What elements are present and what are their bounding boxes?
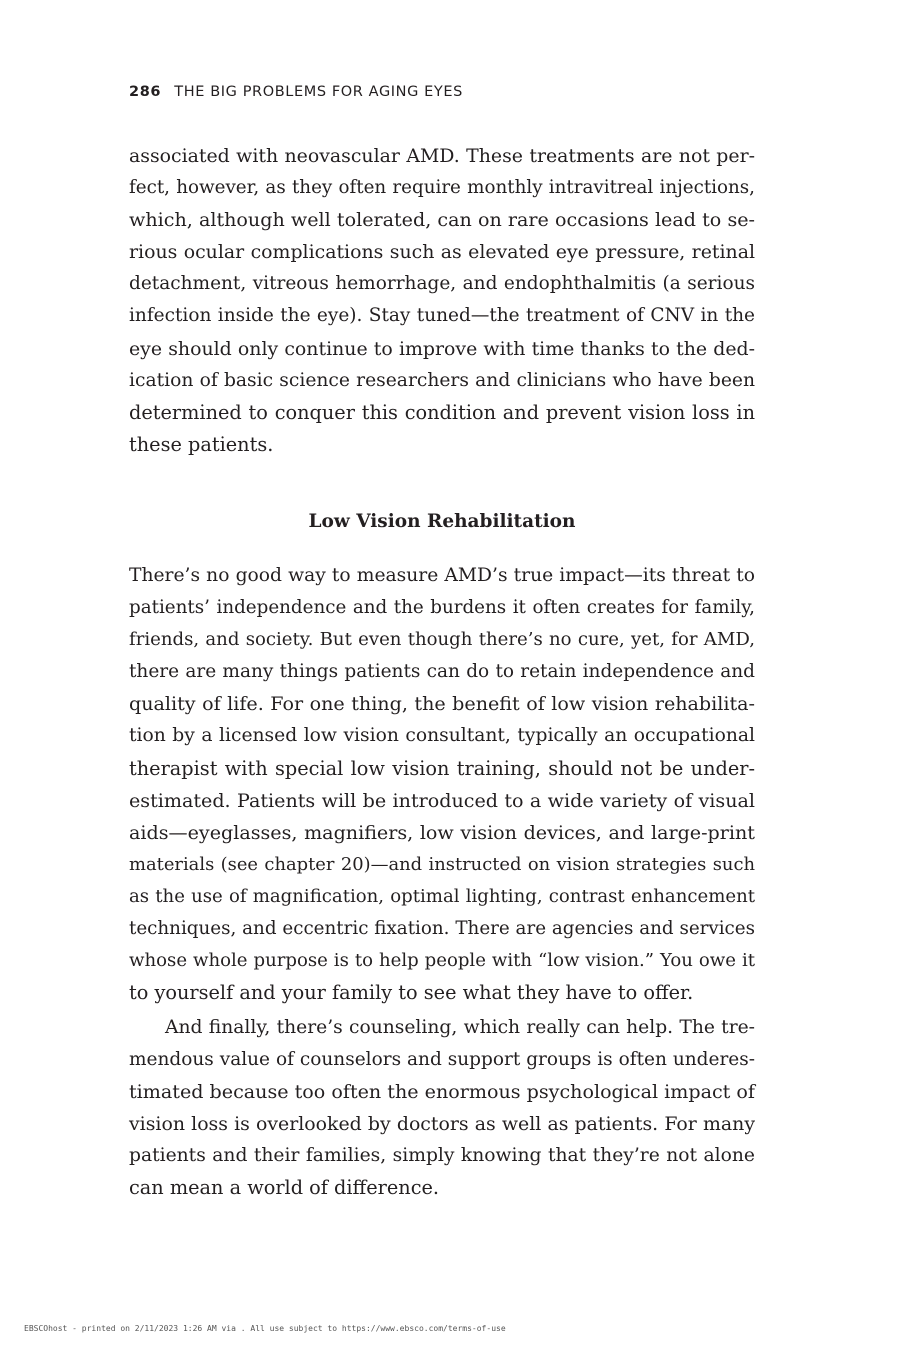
text-line: There’s no good way to measure AMD’s true impact—its threat to [129, 565, 755, 586]
page-number: 286 [129, 84, 162, 100]
running-head [129, 84, 463, 100]
text-line: to yourself and your family to see what they have to offer. [129, 981, 694, 1005]
text-line: eye should only continue to improve with time thanks to the ded- [129, 337, 755, 360]
text-line: associated with neovascular AMD. These treatments are not per- [129, 145, 755, 167]
text-line: these patients. [129, 432, 274, 456]
text-line: friends, and society. But even though there’s no cure, yet, for AMD, [129, 629, 755, 651]
running-title: THE BIG PROBLEMS FOR AGING EYES [174, 84, 463, 100]
text-line: mendous value of counselors and support groups is often underes- [129, 1049, 755, 1071]
text-line: rious ocular complications such as elevated eye pressure, retinal [129, 241, 755, 264]
text-line: patients and their families, simply knowing that they’re not alone [129, 1145, 755, 1167]
text-line: estimated. Patients will be introduced to a wide variety of visual [129, 788, 755, 812]
text-line: there are many things patients can do to retain independence and [129, 661, 755, 683]
text-line: And finally, there’s counseling, which really can help. The tre- [165, 1017, 755, 1038]
section-heading: Low Vision Rehabilitation [308, 511, 576, 532]
text-line: timated because too often the enormous psychological impact of [129, 1080, 755, 1104]
text-line: vision loss is overlooked by doctors as well as patients. For many [129, 1113, 755, 1136]
text-line: aids—eyeglasses, magnifiers, low vision devices, and large-print [129, 820, 755, 844]
text-line: determined to conquer this condition and prevent vision loss in [129, 400, 755, 424]
paragraph-2 [129, 560, 755, 1009]
text-line: therapist with special low vision training, should not be under- [129, 756, 755, 780]
text-line: fect, however, as they often require monthly intravitreal injections, [129, 177, 755, 199]
text-line: as the use of magnification, optimal lighting, contrast enhancement [129, 885, 755, 907]
text-line: detachment, vitreous hemorrhage, and endophthalmitis (a serious [129, 273, 755, 295]
paragraph-3 [129, 1012, 755, 1205]
text-line: can mean a world of difference. [129, 1176, 440, 1200]
text-line: tion by a licensed low vision consultant, typically an occupational [129, 725, 755, 747]
text-line: which, although well tolerated, can on rare occasions lead to se- [129, 208, 755, 232]
text-line: quality of life. For one thing, the benefit of low vision rehabilita- [129, 692, 755, 716]
text-line: ication of basic science researchers and clinicians who have been [129, 369, 755, 391]
text-line: patients’ independence and the burdens it often creates for family, [129, 597, 755, 619]
text-line: infection inside the eye). Stay tuned—the treatment of CNV in the [129, 305, 755, 327]
text-line: techniques, and eccentric fixation. There are agencies and services [129, 918, 755, 940]
text-line: whose whole purpose is to help people with “low vision.” You owe it [129, 950, 755, 972]
text-line: materials (see chapter 20)—and instructed on vision strategies such [129, 853, 755, 875]
print-footer: EBSCOhost - printed on 2/11/2023 1:26 AM via . All use subject to https://www.ebsco.com/terms-of-use [24, 1324, 506, 1333]
paragraph-1 [129, 140, 755, 461]
